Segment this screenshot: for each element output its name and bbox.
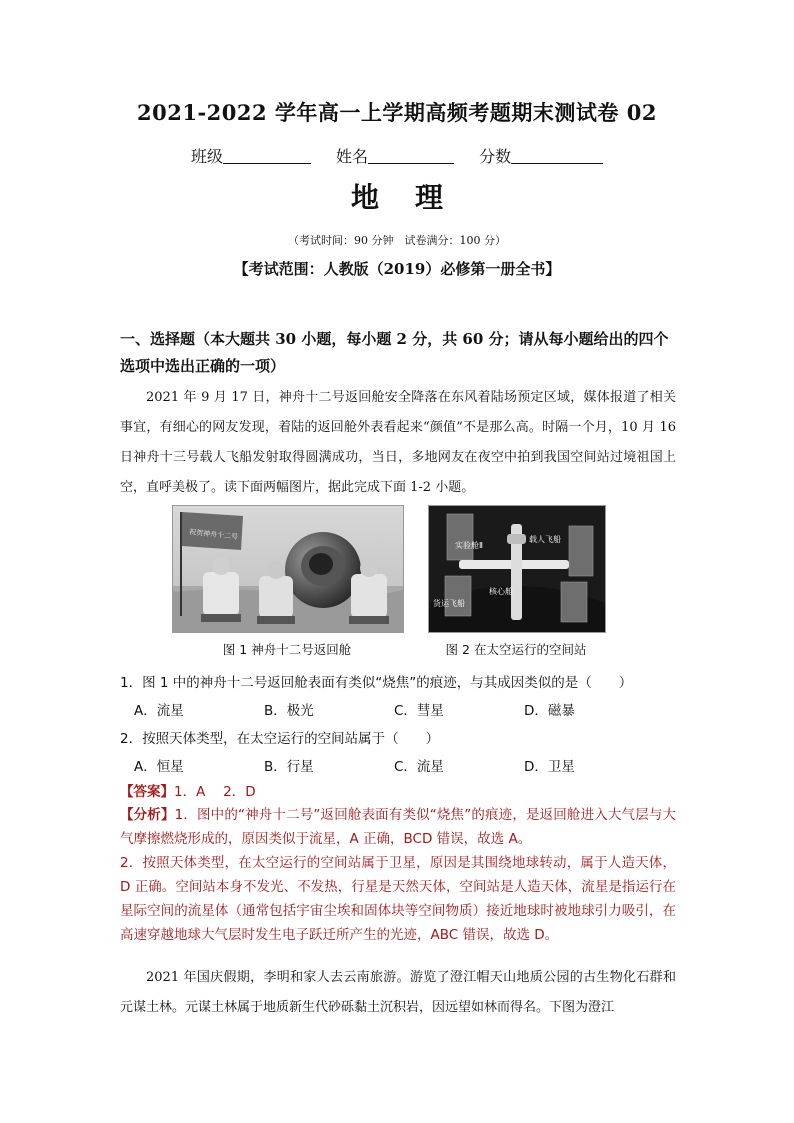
analysis-p1	[120, 803, 676, 851]
section-heading: 一、选择题（本大题共 30 小题，每小题 2 分，共 60 分；请从每小题给出的四个选项中选出正确的一项）	[120, 330, 669, 375]
analysis-text-1: 1．图中的“神舟十二号”返回舱表面有类似“烧焦”的痕迹，是返回舱进入大气层与大气摩擦燃烧形成的，原因类似于流星，A 正确，BCD 错误，故选 A。	[120, 807, 676, 847]
analysis-tag: 【分析】	[120, 807, 175, 823]
analysis-block	[120, 803, 676, 947]
answer-block	[120, 780, 676, 800]
photo-return-capsule	[172, 505, 404, 633]
q1-option-d[interactable]: D．磁暴	[524, 703, 575, 719]
flag-text: 祝贺神舟十二号	[188, 528, 239, 542]
score-label: 分数	[479, 147, 512, 166]
q2-option-c[interactable]: C．流星	[394, 759, 444, 775]
question-1-options	[134, 699, 654, 719]
question-2-stem: 2．按照天体类型，在太空运行的空间站属于（ ）	[120, 731, 440, 747]
exam-scope: 【考试范围：人教版（2019）必修第一册全书】	[233, 260, 561, 278]
exam-title: 2021-2022 学年高一上学期高频考题期末测试卷 02	[137, 100, 657, 125]
q2-option-b[interactable]: B．行星	[264, 759, 314, 775]
label-core-module: 核心舱	[489, 587, 513, 596]
q2-option-a[interactable]: A．恒星	[134, 759, 184, 775]
figure-pair	[172, 505, 604, 635]
name-label: 姓名	[335, 147, 368, 166]
score-blank[interactable]	[511, 149, 603, 164]
passage-shenzhou: 2021 年 9 月 17 日，神舟十二号返回舱安全降落在东风着陆场预定区域，媒体报道了相关事宜，有细心的网友发现，着陆的返回舱外表看起来“颜值”不是那么高。时隔一个月，10 月 16 日神舟十三号载人飞船发射取得圆满成功，当日，多地网友在夜空中拍到我国空间站过境祖国上空，直呼美极了。读下面两幅图片，据此完成下面 1-2 小题。	[120, 390, 676, 495]
exam-time-info: （考试时间：90 分钟 试卷满分：100 分）	[288, 234, 506, 247]
caption-figure-1: 图 1 神舟十二号返回舱	[222, 642, 352, 657]
name-blank[interactable]	[368, 149, 454, 164]
analysis-p2: 2．按照天体类型，在太空运行的空间站属于卫星，原因是其围绕地球转动，属于人造天体，D 正确。空间站本身不发光、不发热，行星是天然天体，空间站是人造天体，流星是指运行在星际空间的流星体（通常包括宇宙尘埃和固体块等空间物质）接近地球时被地球引力吸引，在高速穿越地球大气层时发生电子跃迁所产生的光迹，ABC 错误，故选 D。	[120, 855, 676, 943]
student-info-row	[0, 144, 794, 167]
label-crew-ship: 载人飞船	[529, 535, 561, 544]
q1-option-a[interactable]: A．流星	[134, 703, 184, 719]
q2-option-d[interactable]: D．卫星	[524, 759, 575, 775]
class-field[interactable]	[191, 144, 311, 167]
score-field[interactable]	[479, 144, 603, 167]
passage-yunnan: 2021 年国庆假期，李明和家人去云南旅游。游览了澄江帽天山地质公园的古生物化石群和元谋土林。元谋土林属于地质新生代砂砾黏土沉积岩，因远望如林而得名。下图为澄江	[120, 970, 676, 1015]
answer-text: 1．A 2．D	[174, 784, 256, 800]
class-blank[interactable]	[223, 149, 311, 164]
class-label: 班级	[190, 147, 223, 166]
q1-option-c[interactable]: C．彗星	[394, 703, 444, 719]
label-lab-module: 实验舱Ⅱ	[455, 541, 483, 550]
answer-tag: 【答案】	[120, 784, 174, 800]
photo-space-station	[428, 505, 606, 633]
caption-figure-2: 图 2 在太空运行的空间站	[445, 642, 587, 657]
q1-option-b[interactable]: B．极光	[264, 703, 314, 719]
question-2-options	[134, 755, 654, 775]
question-1-stem: 1．图 1 中的神舟十二号返回舱表面有类似“烧焦”的痕迹，与其成因类似的是（ ）	[120, 675, 633, 691]
name-field[interactable]	[336, 144, 454, 167]
subject-heading: 地理	[350, 181, 479, 214]
label-cargo-ship: 货运飞船	[433, 599, 465, 608]
